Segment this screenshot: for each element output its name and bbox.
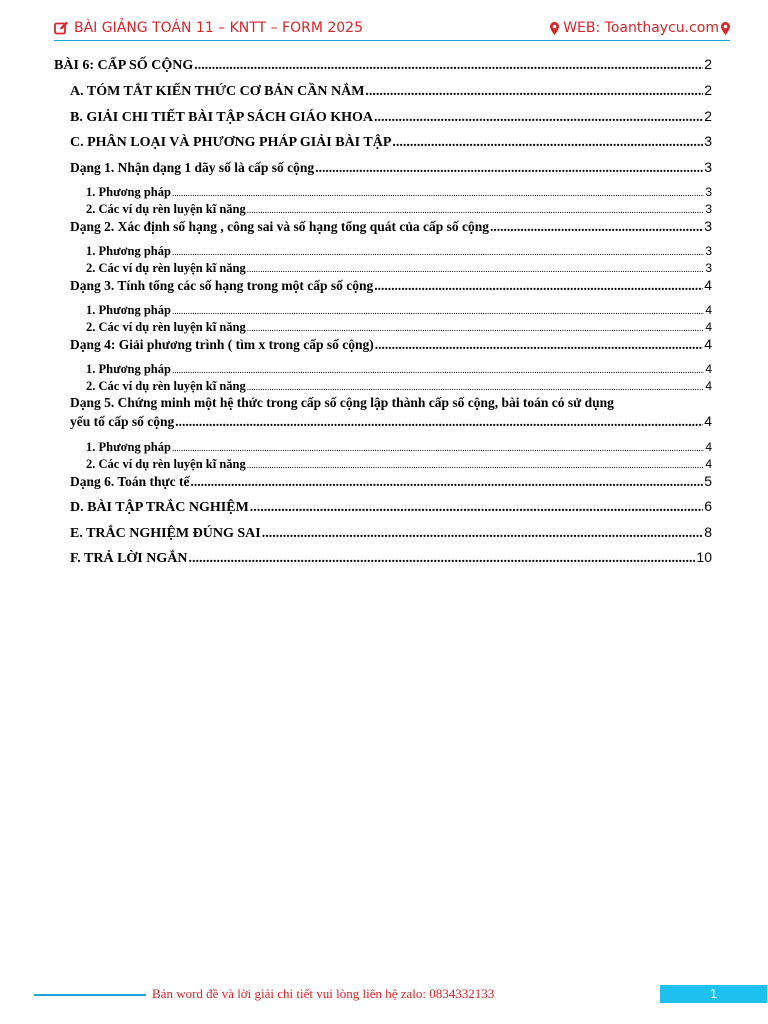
toc-entry-title: C. PHÂN LOẠI VÀ PHƯƠNG PHÁP GIẢI BÀI TẬP [70, 135, 392, 150]
header-left [54, 20, 363, 36]
toc-entry-page: 4 [704, 413, 712, 429]
page-header [54, 20, 730, 40]
toc-entry-page: 6 [704, 498, 712, 514]
toc-leader-dots [247, 323, 705, 333]
toc-entry-title: E. TRẮC NGHIỆM ĐÚNG SAI [70, 526, 261, 541]
toc-entry[interactable] [86, 261, 712, 276]
edit-icon [54, 21, 69, 35]
toc-entry[interactable] [54, 56, 712, 74]
toc-entry[interactable] [86, 440, 712, 455]
toc-leader-dots [172, 443, 704, 453]
toc-entry-page: 3 [704, 218, 712, 234]
toc-entry-page: 4 [705, 362, 712, 376]
toc-leader-dots [375, 337, 703, 353]
toc-entry[interactable] [70, 524, 712, 542]
toc-entry-title: Dạng 3. Tính tổng các số hạng trong một cấp số cộng [70, 278, 374, 293]
toc-entry-page: 3 [705, 185, 712, 199]
toc-entry-title: A. TÓM TẮT KIẾN THỨC CƠ BẢN CẦN NẮM [70, 84, 365, 99]
toc-entry-page: 3 [704, 159, 712, 175]
toc-entry[interactable] [70, 498, 712, 516]
toc-leader-dots [247, 460, 705, 470]
toc-entry[interactable] [70, 108, 712, 126]
header-website[interactable]: WEB: Toanthaycu.com [563, 20, 719, 36]
toc-entry[interactable] [70, 473, 712, 490]
toc-entry-page: 10 [696, 549, 712, 565]
toc-entry-page: 3 [705, 244, 712, 258]
toc-entry-title: Dạng 4: Giải phương trình ( tìm x trong cấp số cộng) [70, 337, 374, 352]
toc-entry-title: D. BÀI TẬP TRẮC NGHIỆM [70, 500, 249, 515]
toc-entry[interactable] [86, 362, 712, 377]
toc-entry[interactable] [70, 549, 712, 567]
map-marker-icon [721, 22, 730, 35]
toc-leader-dots [172, 188, 704, 198]
toc-leader-dots [172, 365, 704, 375]
toc-leader-dots [392, 135, 703, 151]
toc-entry-page: 5 [704, 473, 712, 489]
toc-entry-page: 4 [705, 457, 712, 471]
toc-entry-page: 4 [705, 440, 712, 454]
toc-entry-title-line1[interactable]: Dạng 5. Chứng minh một hệ thức trong cấp số cộng lập thành cấp số cộng, bài toán có sử dụng [70, 395, 614, 410]
toc-leader-dots [172, 247, 704, 257]
toc-entry[interactable] [70, 159, 712, 176]
toc-entry-page: 4 [705, 379, 712, 393]
toc-leader-dots [247, 205, 705, 215]
toc-leader-dots [191, 474, 704, 490]
toc-leader-dots [172, 306, 704, 316]
toc-entry[interactable] [86, 244, 712, 259]
toc-entry[interactable] [86, 303, 712, 318]
toc-entry-page: 4 [705, 303, 712, 317]
toc-leader-dots [490, 219, 703, 235]
toc-entry-title: 2. Các ví dụ rèn luyện kĩ năng [86, 320, 246, 334]
toc-entry[interactable] [70, 336, 712, 353]
toc-leader-dots [374, 278, 703, 294]
toc-entry-page: 4 [705, 320, 712, 334]
toc-entry[interactable] [86, 379, 712, 394]
header-divider [54, 40, 730, 41]
toc-entry-title: Dạng 6. Toán thực tế [70, 474, 190, 489]
toc-entry-title: Dạng 1. Nhận dạng 1 dãy số là cấp số cộng [70, 160, 315, 175]
toc-entry[interactable] [70, 218, 712, 235]
toc-entry-title: 1. Phương pháp [86, 362, 171, 376]
toc-entry[interactable] [70, 413, 712, 430]
toc-entry-page: 3 [704, 133, 712, 149]
toc-entry-title: B. GIẢI CHI TIẾT BÀI TẬP SÁCH GIÁO KHOA [70, 110, 374, 125]
toc-entry-page: 2 [704, 56, 712, 72]
toc-leader-dots [247, 382, 705, 392]
toc-entry[interactable] [70, 82, 712, 100]
map-marker-icon [550, 22, 559, 35]
footer-contact-text: Bản word đề và lời giải chi tiết vui lòng liên hệ zalo: 0834332133 [152, 986, 495, 1001]
toc-entry-page: 2 [704, 82, 712, 98]
toc-entry-page: 3 [705, 261, 712, 275]
toc-entry-title: BÀI 6: CẤP SỐ CỘNG [54, 58, 194, 73]
toc-entry-title: 2. Các ví dụ rèn luyện kĩ năng [86, 379, 246, 393]
toc-entry-title: 1. Phương pháp [86, 440, 171, 454]
toc-entry[interactable] [70, 133, 712, 151]
header-title: BÀI GIẢNG TOÁN 11 – KNTT – FORM 2025 [74, 20, 363, 36]
toc-entry[interactable] [86, 202, 712, 217]
toc-entry-page: 4 [704, 336, 712, 352]
toc-entry-page: 8 [704, 524, 712, 540]
toc-entry-page: 3 [705, 202, 712, 216]
toc-leader-dots [365, 84, 703, 100]
toc-leader-dots [262, 526, 703, 542]
toc-entry-title: 1. Phương pháp [86, 303, 171, 317]
toc-leader-dots [315, 160, 703, 176]
toc-leader-dots [194, 58, 703, 74]
toc-entry-title: 2. Các ví dụ rèn luyện kĩ năng [86, 457, 246, 471]
header-right [550, 20, 730, 36]
toc-entry-page: 4 [704, 277, 712, 293]
toc-leader-dots [374, 110, 703, 126]
toc-entry[interactable] [86, 185, 712, 200]
toc-entry-title: 1. Phương pháp [86, 185, 171, 199]
toc-entry-title: 1. Phương pháp [86, 244, 171, 258]
toc-entry[interactable] [70, 277, 712, 294]
toc-leader-dots [250, 500, 703, 516]
toc-leader-dots [247, 264, 705, 274]
toc-entry[interactable] [86, 457, 712, 472]
toc-entry-title: 2. Các ví dụ rèn luyện kĩ năng [86, 202, 246, 216]
toc-entry-title: F. TRẢ LỜI NGẮN [70, 551, 188, 566]
toc-leader-dots [175, 414, 703, 430]
toc-entry-title: Dạng 2. Xác định số hạng , công sai và số hạng tổng quát của cấp số cộng [70, 219, 489, 234]
toc-entry-page: 2 [704, 108, 712, 124]
toc-entry[interactable] [86, 320, 712, 335]
page-number-badge: 1 [660, 985, 767, 1003]
footer-divider [34, 994, 146, 996]
toc-entry-title: 2. Các ví dụ rèn luyện kĩ năng [86, 261, 246, 275]
toc-entry-title: yếu tố cấp số cộng [70, 414, 175, 429]
toc-leader-dots [188, 551, 695, 567]
